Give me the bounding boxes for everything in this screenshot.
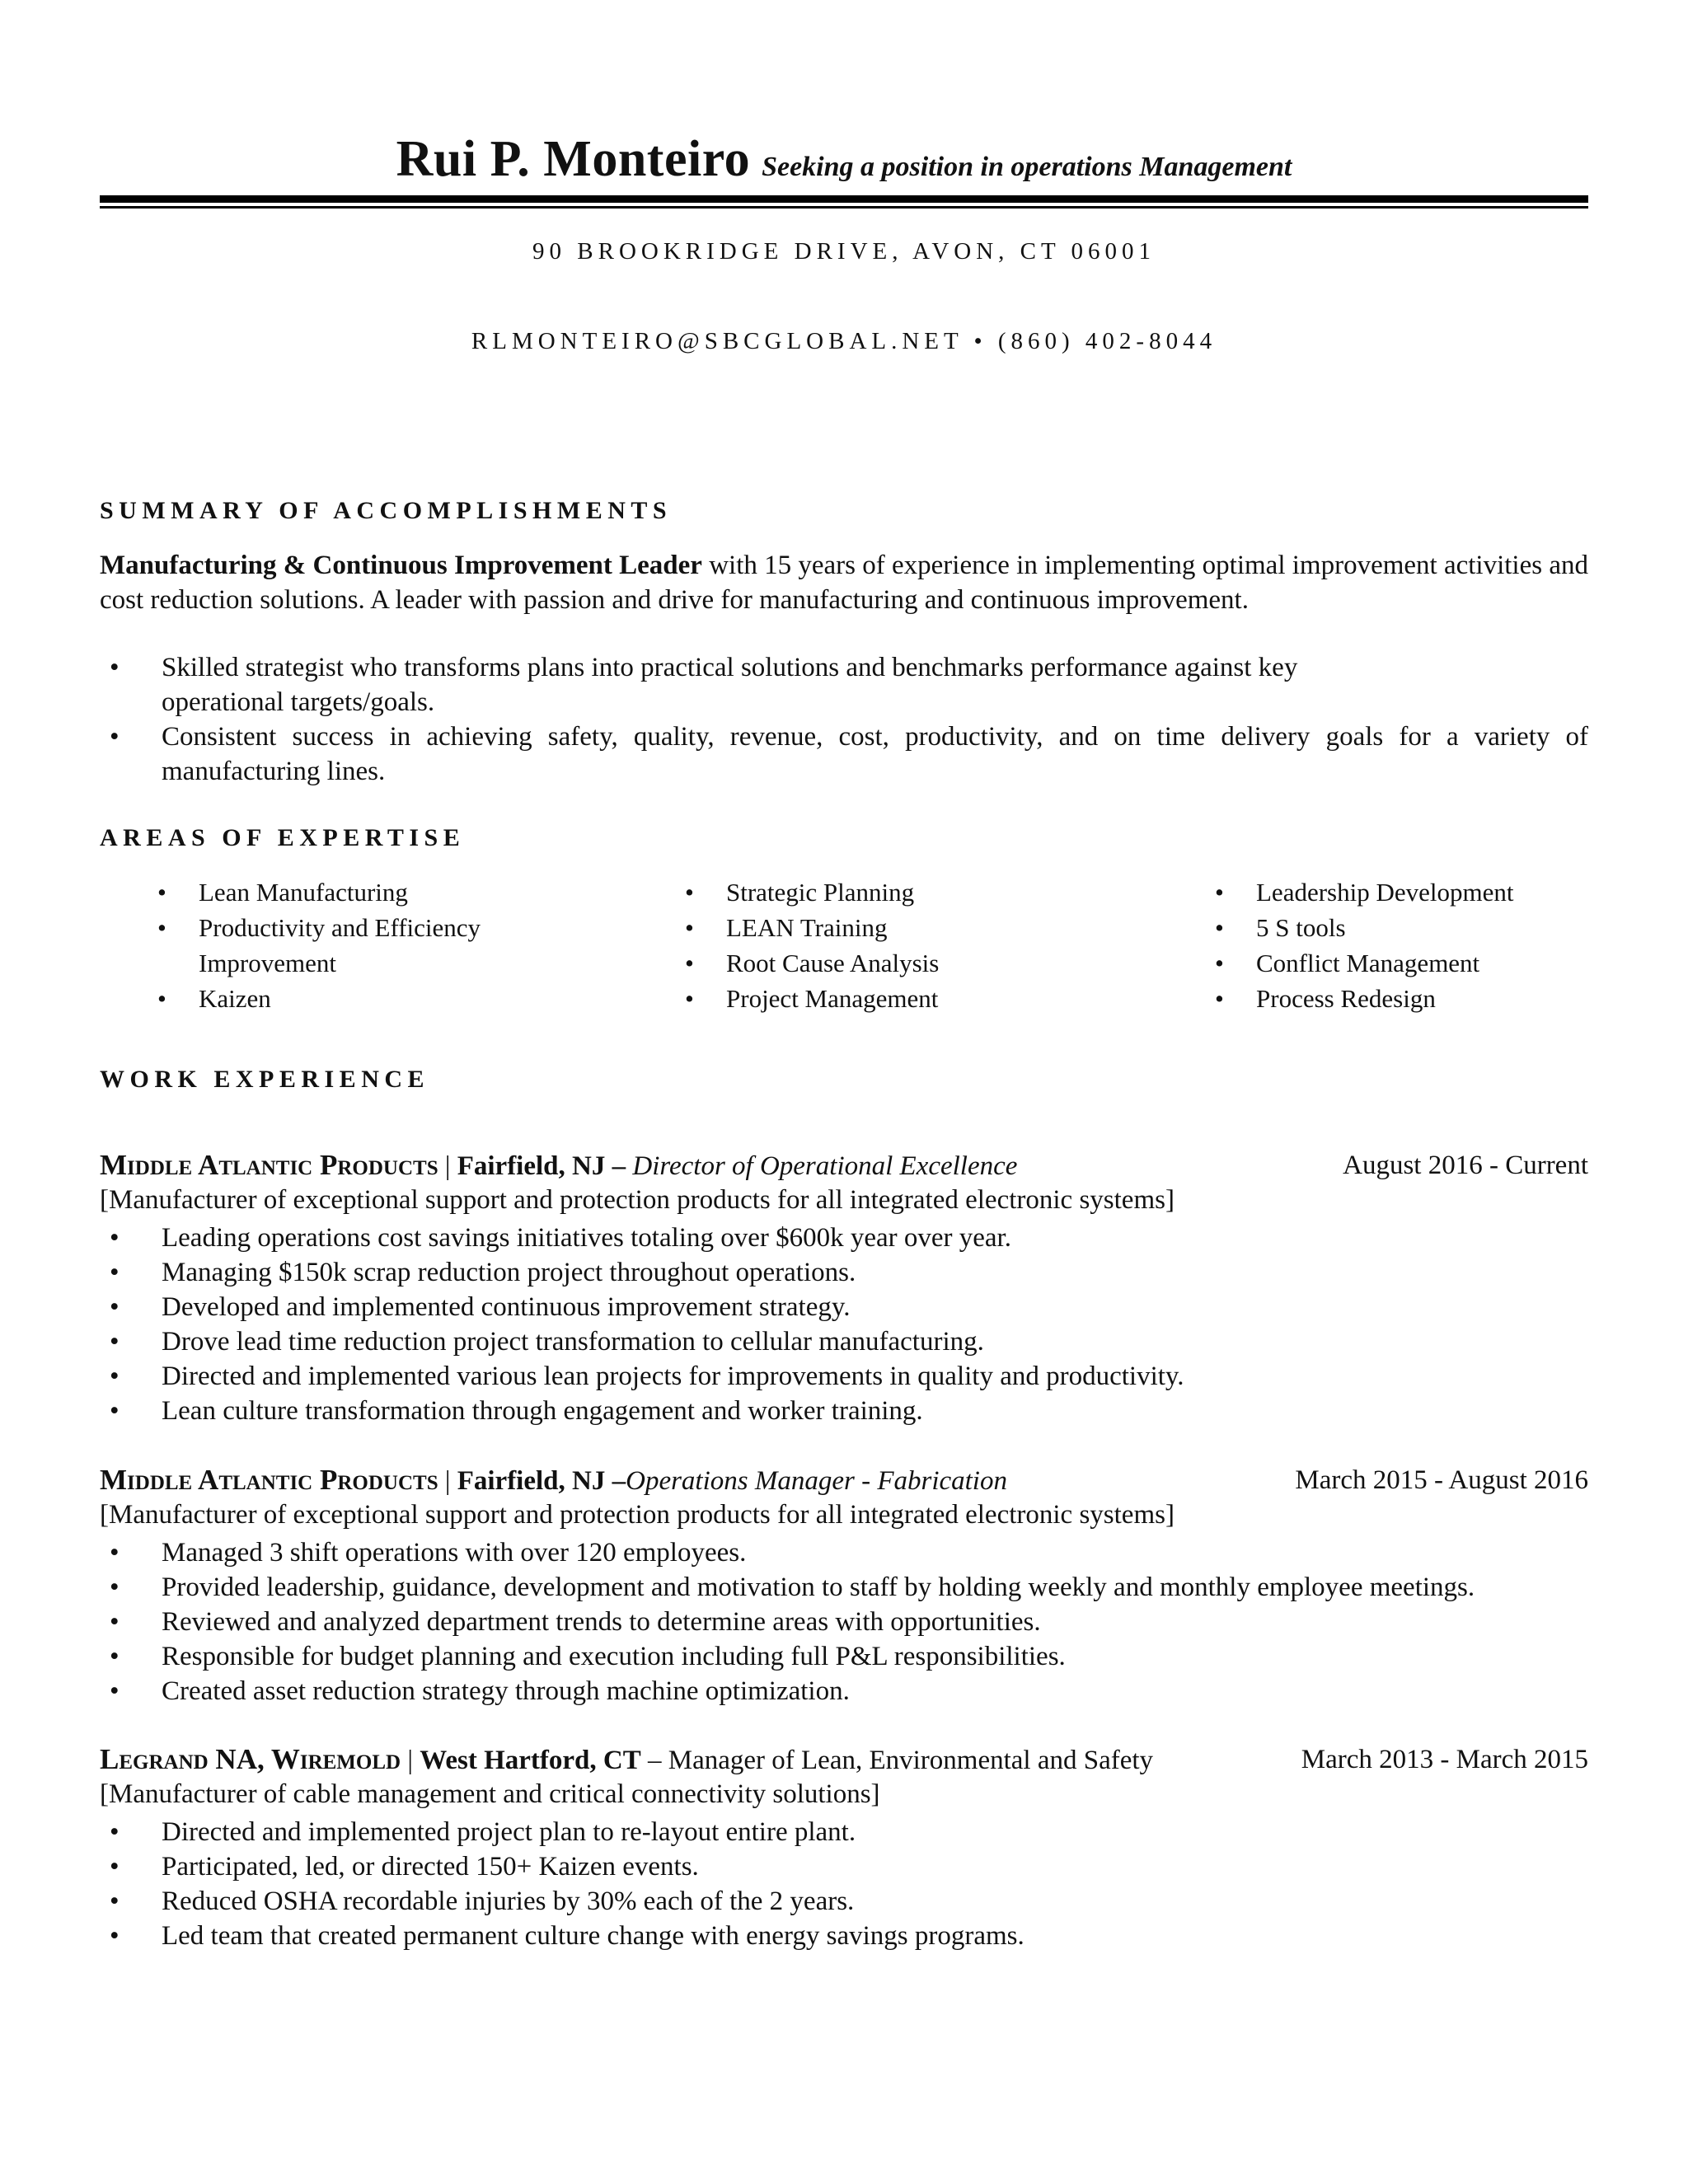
summary-lead: Manufacturing & Continuous Improvement Leader — [100, 551, 702, 580]
header-rule-thick — [100, 195, 1588, 203]
list-item: • Conflict Management — [1215, 949, 1480, 977]
list-item: • 5 S tools — [1215, 913, 1346, 942]
job-dates: March 2013 - March 2015 — [1301, 1745, 1588, 1774]
list-item: • Directed and implemented various lean projects for improvements in quality and productivity. — [110, 1361, 1184, 1391]
list-item: • Created asset reduction strategy through machine optimization. — [110, 1676, 850, 1706]
summary-bullet-list-1 — [100, 650, 1336, 719]
list-item: • Skilled strategist who transforms plans into practical solutions and benchmarks performance against key operational targets/goals. — [100, 650, 1336, 719]
list-item: • Project Management — [685, 984, 939, 1013]
job-location: Fairfield, NJ – — [457, 1151, 626, 1181]
work-heading: WORK EXPERIENCE — [100, 1066, 430, 1093]
job-title: Director of Operational Excellence — [626, 1151, 1018, 1181]
name-line — [100, 130, 1588, 189]
expertise-column-1 — [149, 874, 512, 1016]
job-header-3: Legrand NA, Wiremold | West Hartford, CT – Manager of Lean, Environmental and Safety March 2013 - March 2015 — [100, 1743, 1588, 1775]
list-item: • Led team that created permanent culture change with energy savings programs. — [110, 1921, 1025, 1951]
summary-heading: SUMMARY OF ACCOMPLISHMENTS — [100, 497, 673, 524]
list-item: • Managed 3 shift operations with over 120 employees. — [110, 1538, 747, 1568]
candidate-name: Rui P. Monteiro — [396, 131, 751, 187]
job-title: Operations Manager - Fabrication — [626, 1466, 1007, 1496]
candidate-tagline: Seeking a position in operations Management — [762, 152, 1292, 182]
list-item: • Participated, led, or directed 150+ Kaizen events. — [110, 1852, 699, 1882]
expertise-column-2 — [677, 874, 1089, 1016]
list-item: • Leadership Development — [1215, 878, 1514, 907]
header-rule-thin — [100, 206, 1588, 209]
job-description-2: [Manufacturer of exceptional support and protection products for all integrated electronic systems] — [100, 1500, 1175, 1530]
job-company: Middle Atlantic Products — [100, 1464, 438, 1496]
job-company: Legrand NA, Wiremold — [100, 1743, 401, 1775]
list-item: • Productivity and Efficiency Improvement — [157, 913, 481, 977]
contact-line: RLMONTEIRO@SBCGLOBAL.NET • (860) 402-8044 — [471, 328, 1217, 354]
list-item: • Consistent success in achieving safety, quality, revenue, cost, productivity, and on time delivery goals for a variety of manufacturing lines. — [100, 719, 1588, 789]
summary-bullet-list-2 — [100, 719, 1588, 789]
list-item: • Lean culture transformation through engagement and worker training. — [110, 1396, 923, 1426]
expertise-column-3 — [1207, 874, 1586, 1016]
list-item: • LEAN Training — [685, 913, 888, 942]
job-bullets-1 — [100, 1221, 1588, 1428]
list-item: • Lean Manufacturing — [157, 878, 408, 907]
job-bullets-2 — [100, 1535, 1588, 1708]
list-item: • Managing $150k scrap reduction project throughout operations. — [110, 1258, 856, 1287]
job-location: West Hartford, CT — [420, 1746, 641, 1775]
list-item: • Drove lead time reduction project transformation to cellular manufacturing. — [110, 1327, 984, 1357]
job-title: – Manager of Lean, Environmental and Safety — [640, 1746, 1154, 1775]
bullet-dot: • — [110, 653, 120, 682]
list-item: • Reviewed and analyzed department trends to determine areas with opportunities. — [110, 1607, 1041, 1637]
list-item: • Responsible for budget planning and execution including full P&L responsibilities. — [110, 1642, 1066, 1671]
list-item: • Strategic Planning — [685, 878, 915, 907]
job-description-1: [Manufacturer of exceptional support and protection products for all integrated electronic systems] — [100, 1185, 1175, 1215]
list-item: • Directed and implemented project plan to re-layout entire plant. — [110, 1817, 856, 1847]
summary-paragraph — [100, 548, 1588, 617]
list-item: • Provided leadership, guidance, development and motivation to staff by holding weekly and monthly employee meetings. — [110, 1572, 1475, 1602]
job-dates: August 2016 - Current — [1343, 1151, 1588, 1180]
list-item: • Developed and implemented continuous improvement strategy. — [110, 1292, 851, 1322]
list-item: • Reduced OSHA recordable injuries by 30% each of the 2 years. — [110, 1886, 855, 1916]
bullet-dot: • — [110, 722, 120, 752]
job-company: Middle Atlantic Products — [100, 1149, 438, 1181]
list-item: • Process Redesign — [1215, 984, 1436, 1013]
job-header-2: Middle Atlantic Products | Fairfield, NJ –Operations Manager - Fabrication March 2015 - August 2016 — [100, 1464, 1588, 1496]
list-item: • Kaizen — [157, 984, 271, 1013]
address-line: 90 BROOKRIDGE DRIVE, AVON, CT 06001 — [532, 238, 1156, 265]
list-item: • Root Cause Analysis — [685, 949, 940, 977]
expertise-heading: AREAS OF EXPERTISE — [100, 824, 466, 851]
job-description-3: [Manufacturer of cable management and critical connectivity solutions] — [100, 1779, 880, 1809]
list-item: • Leading operations cost savings initiatives totaling over $600k year over year. — [110, 1223, 1011, 1253]
job-dates: March 2015 - August 2016 — [1295, 1465, 1588, 1495]
job-header-1: Middle Atlantic Products | Fairfield, NJ – Director of Operational Excellence August 2016 - Current — [100, 1149, 1588, 1181]
summary-body: with 15 years of experience in implementing optimal improvement activities and cost reduction solutions. A leader with passion and drive for manufacturing and continuous improvement. — [100, 551, 1588, 615]
job-location: Fairfield, NJ – — [457, 1466, 626, 1496]
job-bullets-3 — [100, 1815, 1588, 1953]
